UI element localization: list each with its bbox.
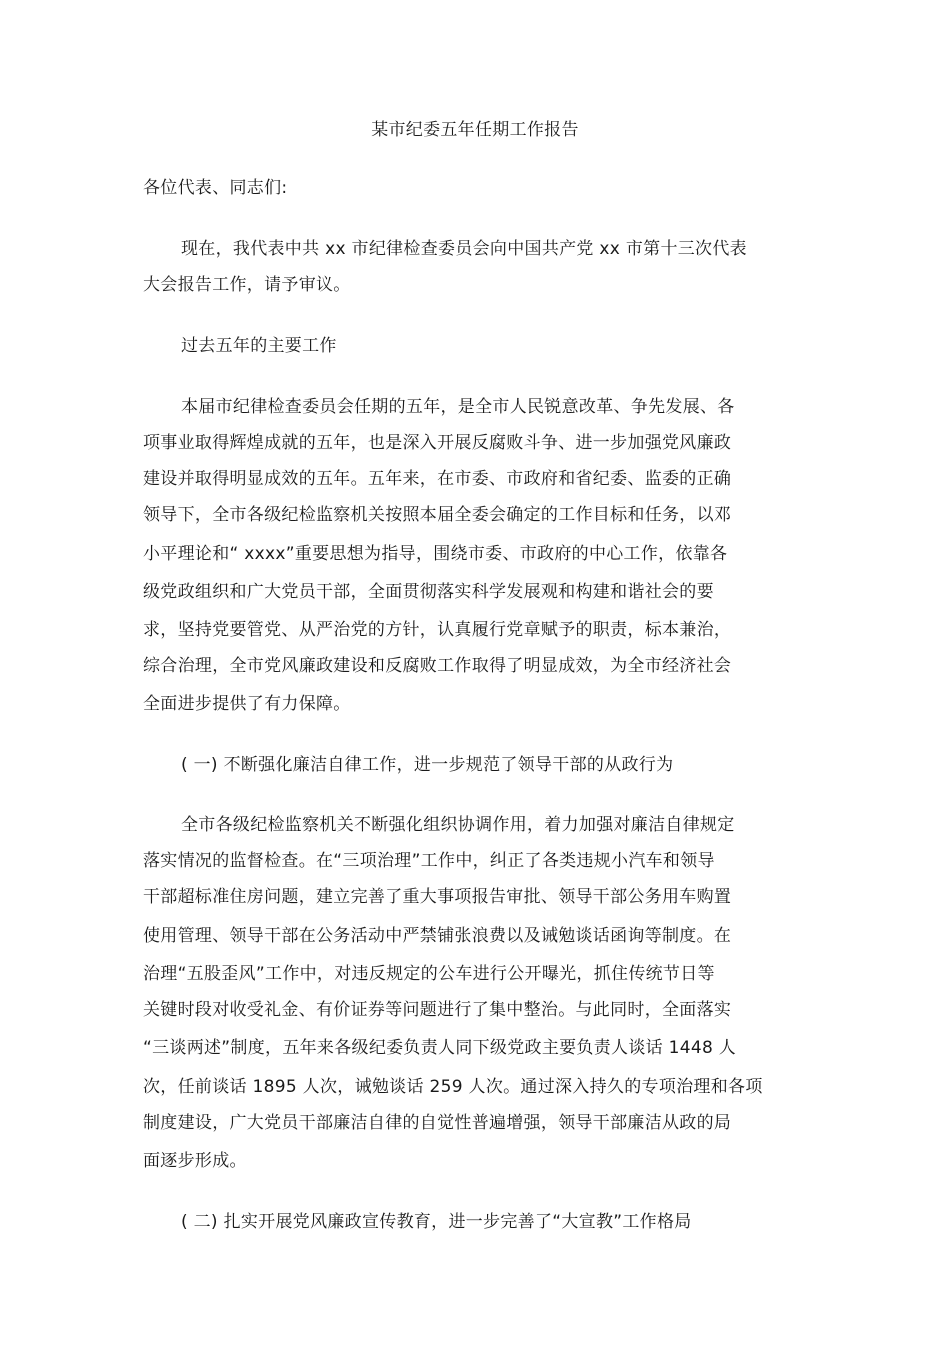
para2-line-7: “三谈两述”制度，五年来各级纪委负责人同下级党政主要负责人谈话 1448 人 (143, 1038, 737, 1058)
para1-line-9: 全面进步提供了有力保障。 (143, 694, 351, 714)
para2-line-5: 治理“五股歪风”工作中，对违反规定的公车进行公开曝光，抓住传统节日等 (143, 964, 715, 984)
document-title: 某市纪委五年任期工作报告 (371, 120, 579, 140)
para1-line-1: 本届市纪律检查委员会任期的五年，是全市人民锐意改革、争先发展、各 (181, 397, 735, 417)
para2-line-8: 次，任前谈话 1895 人次，诫勉谈话 259 人次。通过深入持久的专项治理和各项 (143, 1077, 763, 1097)
para1-line-6: 级党政组织和广大党员干部，全面贯彻落实科学发展观和构建和谐社会的要 (143, 582, 714, 602)
subheading-1: ( 一) 不断强化廉洁自律工作，进一步规范了领导干部的从政行为 (181, 755, 674, 775)
para1-line-8: 综合治理，全市党风廉政建设和反腐败工作取得了明显成效，为全市经济社会 (143, 656, 732, 676)
para2-line-4: 使用管理、领导干部在公务活动中严禁铺张浪费以及诫勉谈话函询等制度。在 (143, 926, 732, 946)
para1-line-2: 项事业取得辉煌成就的五年，也是深入开展反腐败斗争、进一步加强党风廉政 (143, 433, 732, 453)
intro-line-1: 现在，我代表中共 xx 市纪律检查委员会向中国共产党 xx 市第十三次代表 (181, 239, 747, 259)
para2-line-2: 落实情况的监督检查。在“三项治理”工作中，纠正了各类违规小汽车和领导 (143, 851, 715, 871)
salutation: 各位代表、同志们: (143, 178, 288, 198)
subheading-2: ( 二) 扎实开展党风廉政宣传教育，进一步完善了“大宣教”工作格局 (181, 1212, 692, 1232)
para2-line-9: 制度建设，广大党员干部廉洁自律的自觉性普遍增强，领导干部廉洁从政的局 (143, 1113, 732, 1133)
para2-line-6: 关键时段对收受礼金、有价证券等问题进行了集中整治。与此同时，全面落实 (143, 1000, 732, 1020)
para2-line-1: 全市各级纪检监察机关不断强化组织协调作用，着力加强对廉洁自律规定 (181, 815, 735, 835)
para1-line-3: 建设并取得明显成效的五年。五年来，在市委、市政府和省纪委、监委的正确 (143, 469, 732, 489)
intro-line-2: 大会报告工作，请予审议。 (143, 275, 351, 295)
para1-line-7: 求，坚持党要管党、从严治党的方针，认真履行党章赋予的职责，标本兼治， (143, 620, 732, 640)
para1-line-4: 领导下，全市各级纪检监察机关按照本届全委会确定的工作目标和任务，以邓 (143, 505, 732, 525)
para2-line-10: 面逐步形成。 (143, 1151, 247, 1171)
para2-line-3: 干部超标准住房问题，建立完善了重大事项报告审批、领导干部公务用车购置 (143, 887, 732, 907)
section-heading: 过去五年的主要工作 (181, 336, 337, 356)
para1-line-5: 小平理论和“ xxxx”重要思想为指导，围绕市委、市政府的中心工作，依靠各 (143, 544, 728, 564)
